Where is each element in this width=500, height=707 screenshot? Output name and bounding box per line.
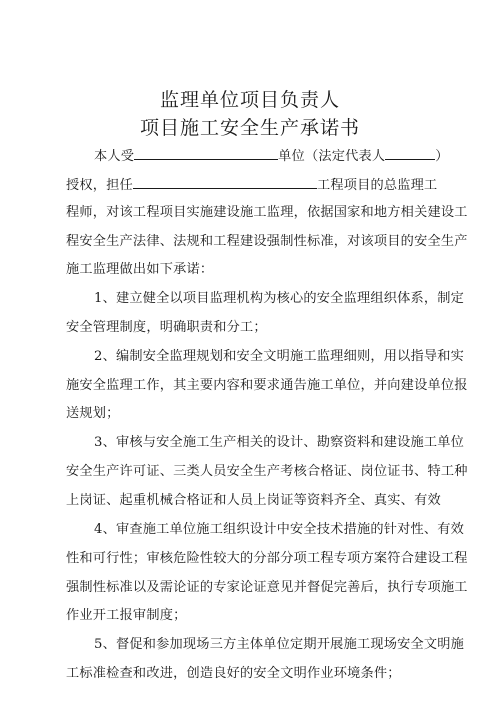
commitment-item-4-line-3: 强制性标准以及需论证的专家论证意见并督促完善后，执行专项施工 <box>66 580 468 595</box>
commitment-item-5-line-1: 5、督促和参加现场三方主体单位定期开展施工现场安全文明施 <box>94 637 465 652</box>
intro-line-4: 程安全生产法律、法规和工程建设强制性标准，对该项目的安全生产 <box>66 234 468 249</box>
intro-line-2 <box>66 174 437 196</box>
commitment-item-4-line-2: 性和可行性；审核危险性较大的分部分项工程专项方案符合建设工程 <box>66 551 468 566</box>
document-title-line2: 项目施工安全生产承诺书 <box>139 117 360 139</box>
intro-text: 工程项目的总监理工 <box>316 178 438 193</box>
intro-text: 授权，担任 <box>66 178 133 193</box>
commitment-item-2-line-3: 送规划； <box>66 406 120 421</box>
document-title-line1: 监理单位项目负责人 <box>159 89 340 111</box>
commitment-item-1-line-2: 安全管理制度，明确职责和分工； <box>66 320 267 335</box>
commitment-item-3-line-2: 安全生产许可证、三类人员安全生产考核合格证、岗位证书、特工种 <box>66 464 468 479</box>
commitment-item-5-line-2: 工标准检查和改进，创造良好的安全文明作业环境条件； <box>66 666 401 681</box>
commitment-item-2-line-2: 施安全监理工作，其主要内容和要求通告施工单位，并向建设单位报 <box>66 378 468 393</box>
commitment-item-1-line-1: 1、建立健全以项目监理机构为核心的安全监理组织体系，制定 <box>94 291 465 306</box>
intro-text: 本人受 <box>94 149 135 164</box>
commitment-item-2-line-1: 2、编制安全监理规划和安全文明施工监理细则，用以指导和实 <box>94 349 465 364</box>
commitment-item-3-line-1: 3、审核与安全施工生产相关的设计、勘察资料和建设施工单位 <box>94 435 465 450</box>
entrusting-unit-blank[interactable] <box>134 145 278 160</box>
commitment-item-4-line-1: 4、审查施工单位施工组织设计中安全技术措施的针对性、有效 <box>94 522 465 537</box>
legal-representative-blank[interactable] <box>385 145 435 160</box>
commitment-item-3-line-3: 上岗证、起重机械合格证和人员上岗证等资料齐全、真实、有效 <box>66 493 441 508</box>
intro-line-5: 施工监理做出如下承诺： <box>66 262 214 277</box>
intro-line-3: 程师，对该工程项目实施建设施工监理，依据国家和地方相关建设工 <box>66 205 468 220</box>
commitment-item-4-line-4: 作业开工报审制度； <box>66 608 187 623</box>
project-name-blank[interactable] <box>133 174 317 189</box>
intro-line-1 <box>94 145 449 167</box>
intro-text: 单位（法定代表人 <box>278 149 386 164</box>
intro-text: ） <box>435 149 449 164</box>
